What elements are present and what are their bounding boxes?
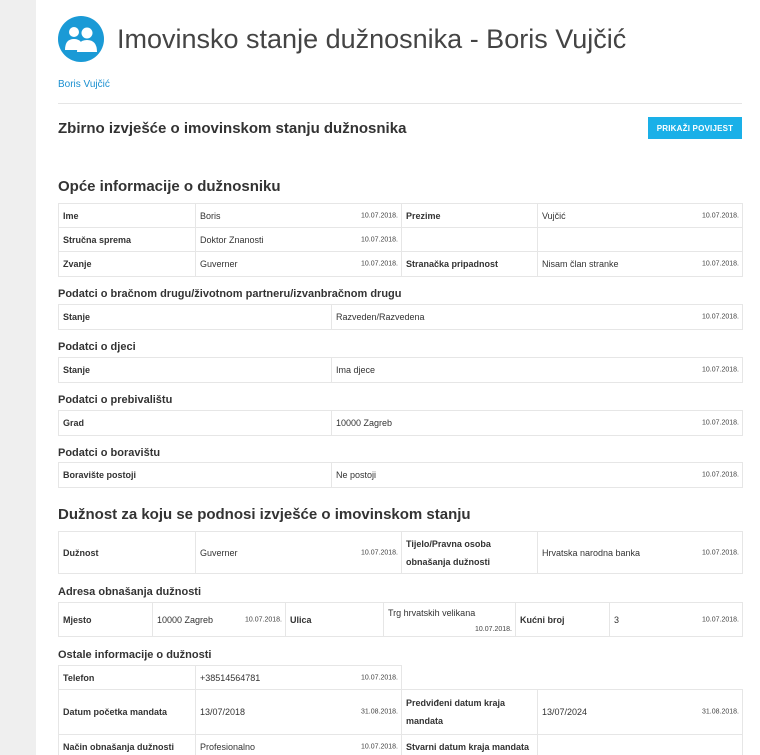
children-table (58, 357, 743, 383)
duty-value: Guverner (200, 547, 238, 558)
party-date: 10.07.2018. (702, 260, 739, 268)
duty-mode-value: Profesionalno (200, 741, 256, 752)
stay-table (58, 462, 743, 488)
empty-cell (538, 228, 743, 252)
general-info-heading: Opće informacije o dužnosniku (58, 178, 281, 195)
duty-cell (196, 532, 402, 574)
table-row (59, 690, 743, 735)
children-status-cell (332, 358, 743, 383)
children-heading: Podatci o djeci (58, 341, 136, 353)
table-row (59, 358, 743, 383)
other-info-heading: Ostale informacije o dužnosti (58, 649, 212, 661)
place-cell (153, 603, 286, 637)
party-label: Stranačka pripadnost (402, 252, 538, 277)
duty-mode-date: 10.07.2018. (361, 743, 398, 750)
surname-date: 10.07.2018. (702, 212, 739, 219)
body-value: Hrvatska narodna banka (542, 547, 641, 558)
name-date: 10.07.2018. (361, 212, 398, 219)
body-label (402, 532, 538, 574)
mandate-start-cell (196, 690, 402, 735)
education-cell (196, 228, 402, 252)
duty-mode-label: Način obnašanja dužnosti (59, 735, 196, 755)
empty-cell (538, 666, 743, 690)
spouse-heading: Podatci o bračnom drugu/životnom partneru/izvanbračnom drugu (58, 288, 402, 300)
stay-exists-label: Boravište postoji (59, 463, 332, 488)
residence-heading: Podatci o prebivalištu (58, 394, 173, 406)
duty-date: 10.07.2018. (361, 549, 398, 556)
table-row (59, 252, 743, 277)
title-value: Guverner (200, 259, 238, 269)
house-number-value: 3 (614, 614, 620, 625)
phone-date: 10.07.2018. (361, 674, 398, 681)
surname-value: Vujčić (542, 210, 566, 221)
surname-cell (538, 204, 743, 228)
phone-label: Telefon (59, 666, 196, 690)
address-heading: Adresa obnašanja dužnosti (58, 586, 202, 598)
page-title: Imovinsko stanje dužnosnika - Boris Vujčić (117, 23, 627, 54)
place-value: 10000 Zagreb (157, 614, 214, 625)
phone-value: +38514564781 (200, 672, 261, 683)
title-label: Zvanje (59, 252, 196, 277)
mandate-end-actual-cell (538, 735, 743, 755)
stay-heading: Podatci o boravištu (58, 447, 161, 459)
spouse-table (58, 304, 743, 330)
table-row (59, 411, 743, 436)
duty-table (58, 531, 743, 574)
officials-group-icon (58, 16, 104, 62)
mandate-start-date: 31.08.2018. (361, 708, 398, 716)
spouse-status-label: Stanje (59, 305, 332, 330)
residence-city-cell (332, 411, 743, 436)
table-row (59, 305, 743, 330)
party-value: Nisam član stranke (542, 259, 619, 269)
education-label: Stručna sprema (59, 228, 196, 252)
duty-label: Dužnost (59, 532, 196, 574)
children-status-label: Stanje (59, 358, 332, 383)
address-table (58, 602, 743, 637)
children-status-date: 10.07.2018. (702, 366, 739, 374)
mandate-start-label: Datum početka mandata (59, 690, 196, 735)
residence-city-label: Grad (59, 411, 332, 436)
left-sidebar-strip (0, 0, 36, 755)
show-history-button[interactable]: PRIKAŽI POVIJEST (648, 117, 742, 139)
breadcrumb-official[interactable]: Boris Vujčić (58, 79, 110, 90)
empty-cell (402, 228, 538, 252)
body-label-line2: obnašanja dužnosti (406, 556, 491, 567)
mandate-end-planned-cell (538, 690, 743, 735)
table-row (59, 463, 743, 488)
education-date: 10.07.2018. (361, 236, 398, 243)
spouse-status-value: Razveden/Razvedena (336, 312, 425, 322)
education-value: Doktor Znanosti (200, 234, 264, 245)
stay-exists-date: 10.07.2018. (702, 471, 739, 479)
name-value: Boris (200, 210, 221, 221)
street-date: 10.07.2018. (475, 626, 512, 633)
spouse-status-cell (332, 305, 743, 330)
street-label: Ulica (286, 603, 384, 637)
table-row (59, 204, 743, 228)
table-row (59, 735, 743, 755)
page-header (58, 13, 626, 65)
party-cell (538, 252, 743, 277)
residence-table (58, 410, 743, 436)
table-row (59, 532, 743, 574)
place-date: 10.07.2018. (245, 616, 282, 623)
mandate-end-planned-line1: Predviđeni datum kraja (406, 698, 506, 708)
mandate-start-value: 13/07/2018 (200, 707, 246, 717)
phone-cell (196, 666, 402, 690)
other-info-table (58, 665, 743, 755)
place-label: Mjesto (59, 603, 153, 637)
children-status-value: Ima djece (336, 365, 376, 375)
residence-city-date: 10.07.2018. (702, 419, 739, 427)
body-label-line1: Tijelo/Pravna osoba (406, 538, 491, 549)
empty-cell (402, 666, 538, 690)
mandate-end-planned-line2: mandata (406, 716, 444, 726)
general-info-table (58, 203, 743, 277)
surname-label: Prezime (402, 204, 538, 228)
divider (58, 103, 742, 104)
name-cell (196, 204, 402, 228)
mandate-end-planned-label (402, 690, 538, 735)
name-label: Ime (59, 204, 196, 228)
house-number-label: Kućni broj (516, 603, 610, 637)
table-row (59, 666, 743, 690)
duty-mode-cell (196, 735, 402, 755)
table-row (59, 603, 743, 637)
duty-heading: Dužnost za koju se podnosi izvješće o imovinskom stanju (58, 506, 471, 523)
body-date: 10.07.2018. (702, 549, 739, 556)
street-cell (384, 603, 516, 637)
body-cell (538, 532, 743, 574)
table-row (59, 228, 743, 252)
mandate-end-planned-value: 13/07/2024 (542, 707, 588, 717)
mandate-end-actual-label: Stvarni datum kraja mandata (402, 735, 538, 755)
residence-city-value: 10000 Zagreb (336, 418, 393, 428)
title-cell (196, 252, 402, 277)
title-date: 10.07.2018. (361, 260, 398, 268)
mandate-end-planned-date: 31.08.2018. (702, 708, 739, 716)
street-value: Trg hrvatskih velikana (388, 608, 476, 618)
stay-exists-value: Ne postoji (336, 470, 377, 480)
summary-heading: Zbirno izvješće o imovinskom stanju dužnosnika (58, 120, 407, 137)
spouse-status-date: 10.07.2018. (702, 313, 739, 321)
stay-exists-cell (332, 463, 743, 488)
house-number-date: 10.07.2018. (702, 616, 739, 623)
house-number-cell (610, 603, 743, 637)
